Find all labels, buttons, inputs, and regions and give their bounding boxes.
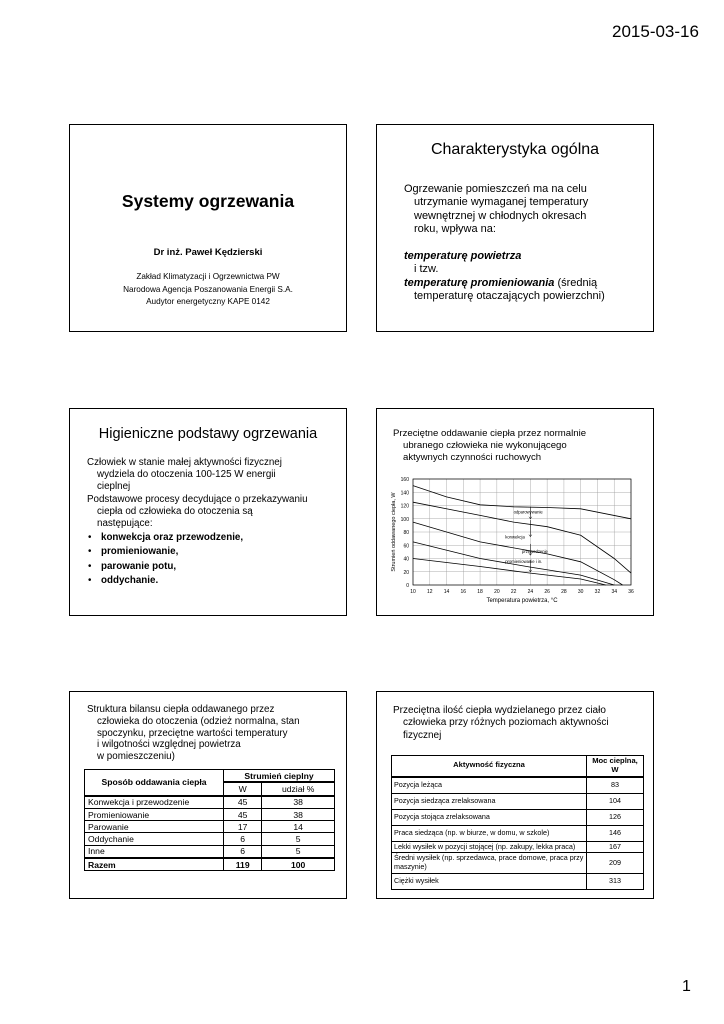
table-cell: 209	[587, 853, 644, 874]
x-tick-label: 18	[477, 589, 483, 595]
table-cell: Oddychanie	[85, 833, 224, 845]
table-cell: 83	[587, 777, 644, 794]
table-cell: Razem	[85, 858, 224, 871]
chart-annotation: promieniowanie i in.	[505, 559, 543, 565]
heat-balance-table	[84, 769, 335, 871]
table-row	[392, 873, 644, 889]
table-row	[392, 809, 644, 825]
date: 2015-03-16	[612, 22, 699, 41]
x-tick-label: 20	[494, 589, 500, 595]
affiliation-line: Narodowa Agencja Poszanowania Energii S.A.	[123, 285, 293, 294]
slide-6-heading	[393, 705, 648, 742]
table-row	[392, 853, 644, 874]
bullet-item: • parowanie potu,	[87, 561, 345, 573]
y-tick-label: 40	[403, 556, 409, 563]
bullet-item: • konwekcja oraz przewodzenie,	[87, 532, 345, 544]
table-cell: 313	[587, 873, 644, 889]
table-cell: Ciężki wysiłek	[392, 873, 587, 889]
text-line: następujące:	[97, 518, 153, 530]
table-row	[85, 833, 335, 845]
slide-3-body	[87, 457, 345, 589]
table-cell: 119	[224, 858, 262, 871]
text-line: Przeciętne oddawanie ciepła przez normalnie	[393, 428, 587, 439]
table-cell: Pozycja leżąca	[392, 777, 587, 794]
table-row	[392, 777, 644, 794]
y-axis-label: Strumień oddawanego ciepła, W	[391, 492, 397, 572]
x-tick-label: 32	[594, 589, 601, 595]
table-cell: Promieniowanie	[85, 808, 224, 820]
slide-4-heading	[393, 428, 648, 464]
text-line: Struktura bilansu ciepła oddawanego przez	[87, 704, 275, 715]
table-cell: 38	[262, 796, 335, 809]
activity-power-table	[391, 755, 644, 890]
table-cell: Konwekcja i przewodzenie	[85, 796, 224, 809]
y-tick-label: 140	[400, 490, 409, 497]
table-cell: 45	[224, 796, 262, 809]
text-line: utrzymanie wymaganej temperatury	[414, 196, 589, 209]
table-header: Moc cieplna, W	[587, 756, 644, 777]
author: Dr inż. Paweł Kędzierski	[153, 247, 263, 258]
table-cell: 5	[262, 845, 335, 858]
y-tick-label: 120	[400, 503, 409, 510]
text-line	[404, 277, 649, 290]
affiliation-line: Zakład Klimatyzacji i Ogrzewnictwa PW	[136, 272, 280, 281]
slide-6	[376, 691, 654, 899]
table-cell: Pozycja stojąca zrelaksowana	[392, 809, 587, 825]
table-total-row	[85, 858, 335, 871]
text-line: aktywnych czynności ruchowych	[403, 452, 542, 463]
chart-annotation: przewodzenie	[522, 549, 548, 555]
table-header: W	[224, 782, 262, 795]
page-number: 1	[682, 978, 691, 995]
text-line: w pomieszczeniu)	[97, 751, 175, 763]
text-line: Podstawowe procesy decydujące o przekazywaniu	[87, 493, 308, 505]
table-header: Aktywność fizyczna	[392, 756, 587, 777]
y-tick-label: 160	[400, 477, 409, 483]
term-radiant-temperature: temperaturę promieniowania	[404, 276, 555, 289]
x-tick-label: 14	[443, 589, 450, 595]
slide-5	[69, 691, 347, 899]
text-line: wydziela do otoczenia 100-125 W energii	[97, 469, 276, 481]
table-cell: Pozycja siedząca zrelaksowana	[392, 793, 587, 809]
text-line: i tzw.	[414, 263, 439, 276]
table-row	[85, 808, 335, 820]
y-tick-label: 0	[406, 583, 409, 589]
table-cell: 14	[262, 821, 335, 833]
x-tick-label: 12	[426, 589, 433, 595]
table-row	[392, 825, 644, 841]
text-line: roku, wpływa na:	[414, 222, 496, 235]
chart-annotation: odparowywanie	[513, 509, 543, 515]
table-cell: Średni wysiłek (np. sprzedawca, prace domowe, praca przy maszynie)	[392, 853, 587, 874]
x-tick-label: 28	[561, 589, 567, 595]
x-tick-label: 22	[510, 589, 517, 595]
table-row	[392, 793, 644, 809]
y-tick-label: 20	[403, 569, 409, 576]
text-line: temperaturę otaczających powierzchni)	[414, 289, 605, 302]
slide-1	[69, 124, 347, 332]
slide-3-title: Higieniczne podstawy ogrzewania	[98, 426, 318, 442]
x-axis-label: Temperatura powietrza, °C	[486, 598, 558, 604]
text-line: fizycznej	[403, 729, 442, 741]
slide-2-title: Charakterystyka ogólna	[430, 141, 600, 158]
x-tick-label: 34	[611, 589, 618, 595]
x-tick-label: 16	[460, 589, 467, 595]
table-cell: 5	[262, 833, 335, 845]
table-row	[85, 821, 335, 833]
table-cell: 100	[262, 858, 335, 871]
table-cell: Lekki wysiłek w pozycji stojącej (np. zakupy, lekka praca)	[392, 841, 587, 853]
table-cell: 38	[262, 808, 335, 820]
table-cell: Praca siedząca (np. w biurze, w domu, w szkole)	[392, 825, 587, 841]
series-line-konwekcja	[413, 522, 623, 585]
affiliation-line: Audytor energetyczny KAPE 0142	[146, 297, 270, 306]
table-cell: 104	[587, 793, 644, 809]
text-line: Przeciętna ilość ciepła wydzielanego przez ciało	[393, 705, 606, 716]
slide-4	[376, 408, 654, 616]
table-cell: 17	[224, 821, 262, 833]
x-tick-label: 10	[410, 589, 416, 595]
y-tick-label: 100	[400, 516, 409, 523]
slide-3	[69, 408, 347, 616]
x-tick-label: 26	[544, 589, 550, 595]
table-cell: 167	[587, 841, 644, 853]
slide-2-terms	[404, 250, 649, 303]
bullet-item: • promieniowanie,	[87, 546, 345, 558]
table-row	[85, 845, 335, 858]
table-cell: 6	[224, 845, 262, 858]
table-cell: 45	[224, 808, 262, 820]
chart-annotation: konwekcja	[505, 534, 525, 540]
table-cell: 126	[587, 809, 644, 825]
table-row	[392, 841, 644, 853]
text-line: człowieka przy różnych poziomach aktywności	[403, 717, 609, 729]
text-line: spoczynku, przeciętne wartości temperatury	[97, 727, 288, 739]
slide-5-heading	[87, 704, 342, 763]
x-tick-label: 24	[527, 589, 534, 595]
y-tick-label: 80	[403, 530, 409, 536]
slide-2	[376, 124, 654, 332]
x-tick-label: 36	[628, 589, 634, 595]
table-cell: 6	[224, 833, 262, 845]
text-line: człowieka do otoczenia (odzież normalna, stan	[97, 715, 300, 727]
text-line: ciepła od człowieka do otoczenia są	[97, 505, 253, 517]
bullet-item: • oddychanie.	[87, 575, 345, 587]
table-row	[85, 796, 335, 809]
slide-1-title: Systemy ogrzewania	[121, 191, 295, 211]
heat-loss-chart	[387, 474, 649, 609]
text-line: ubranego człowieka nie wykonującego	[403, 440, 567, 451]
text-line: Ogrzewanie pomieszczeń ma na celu	[404, 183, 587, 195]
text-line: i wilgotności względnej powietrza	[97, 739, 241, 751]
text-line: wewnętrznej w chłodnych okresach	[414, 209, 587, 222]
table-header: udział %	[262, 782, 335, 795]
text-line: Człowiek w stanie małej aktywności fizycznej	[87, 457, 282, 468]
term-air-temperature: temperaturę powietrza	[404, 250, 522, 262]
y-tick-label: 60	[403, 543, 409, 550]
table-cell: Parowanie	[85, 821, 224, 833]
table-header: Sposób oddawania ciepła	[85, 770, 224, 796]
table-cell: 146	[587, 825, 644, 841]
table-header: Strumień cieplny	[224, 770, 335, 783]
slide-2-intro	[404, 183, 644, 236]
x-tick-label: 30	[577, 589, 584, 595]
table-cell: Inne	[85, 845, 224, 858]
term-note: (średnią	[557, 276, 598, 289]
text-line: cieplnej	[97, 481, 131, 493]
